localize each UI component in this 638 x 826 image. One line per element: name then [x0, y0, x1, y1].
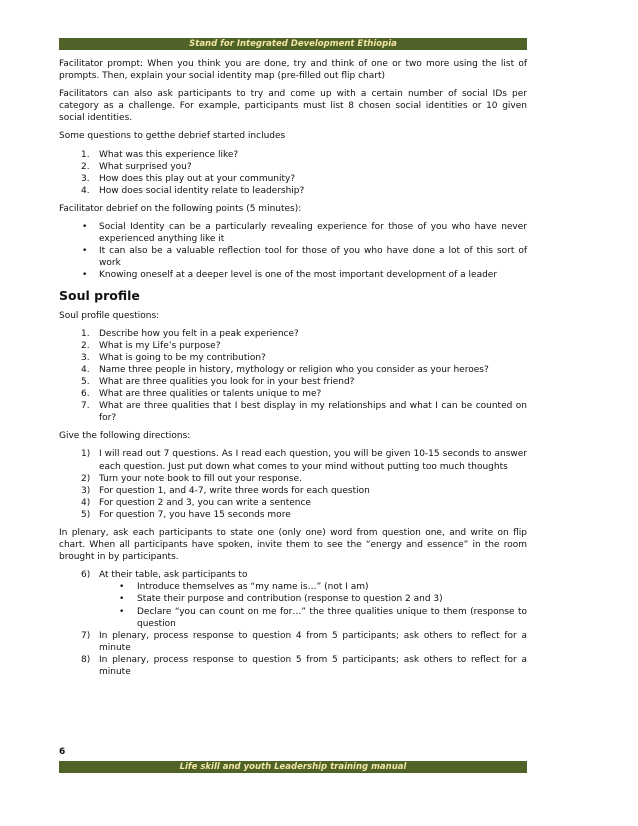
debrief-questions-list	[59, 149, 527, 197]
list-item: 4) For question 2 and 3, you can write a sentence	[81, 497, 311, 508]
list-item: 6) At their table, ask participants to	[81, 570, 248, 581]
list-item: 1. Describe how you felt in a peak experience?	[81, 328, 299, 339]
list-item: • State their purpose and contribution (response to question 2 and 3)	[119, 594, 443, 605]
paragraph: Facilitator prompt: When you think you are done, try and think of one or two more using the list of prompts. Then, explain your social identity map (pre-filled out flip chart)	[59, 59, 527, 82]
header-band	[59, 38, 527, 50]
directions-list	[59, 448, 527, 521]
list-item: • Declare “you can count on me for…” the three qualities unique to them (response to question	[119, 606, 527, 629]
paragraph: Facilitator debrief on the following points (5 minutes):	[59, 203, 302, 214]
list-item: 2. What surprised you?	[81, 161, 192, 172]
list-item: • Knowing oneself at a deeper level is one of the most important development of a leader	[82, 270, 498, 281]
list-item: • It can also be a valuable reflection tool for those of you who have done a lot of this sort of work	[82, 246, 527, 269]
list-item: 1. What was this experience like?	[81, 149, 239, 160]
list-item: 5. What are three qualities you look for in your best friend?	[81, 376, 355, 387]
list-item: 3. What is going to be my contribution?	[81, 352, 266, 363]
paragraph: Soul profile questions:	[59, 310, 160, 321]
list-item: 4. How does social identity relate to leadership?	[81, 185, 305, 196]
section-heading: Soul profile	[59, 287, 140, 303]
paragraph: In plenary, ask each participants to state one (only one) word from question one, and write on flip chart. When all participants have spoken, invite them to see the “energy and essence” in the room brought in by participants.	[59, 528, 527, 563]
page-content	[59, 58, 527, 684]
paragraph: Give the following directions:	[59, 431, 191, 442]
list-item: 4. Name three people in history, mythology or religion who you consider as your heroes?	[81, 364, 489, 375]
list-item: 2. What is my Life’s purpose?	[81, 340, 221, 351]
footer-band	[59, 761, 527, 773]
soul-questions-list	[59, 328, 527, 425]
list-item: 7) In plenary, process response to question 4 from 5 participants; ask others to reflect for a minute	[81, 630, 527, 653]
list-item: 8) In plenary, process response to question 5 from 5 participants; ask others to reflect for a minute	[81, 654, 527, 678]
debrief-points-list	[59, 221, 527, 281]
paragraph: Some questions to getthe debrief started includes	[59, 131, 286, 142]
list-item: 3) For question 1, and 4-7, write three words for each question	[81, 485, 370, 496]
list-item: • Introduce themselves as “my name is…” (not I am)	[119, 582, 369, 593]
paragraph: Facilitators can also ask participants to try and come up with a certain number of social IDs per category as a challenge. For example, participants must list 8 chosen social identities or 10 given social identities.	[59, 89, 527, 124]
footer-title: Life skill and youth Leadership training manual	[179, 762, 407, 772]
list-item: 6. What are three qualities or talents unique to me?	[81, 389, 322, 400]
list-item: 1) I will read out 7 questions. As I read each question, you will be given 10-15 seconds to answer each question. Just put down what comes to your mind without putting too much thoughts	[81, 449, 527, 472]
list-item: 3. How does this play out at your community?	[81, 173, 296, 184]
list-item: • Social Identity can be a particularly revealing experience for those of you who have never experienced anything like it	[82, 222, 527, 245]
final-steps-list	[59, 630, 527, 678]
page-number: 6	[59, 747, 66, 757]
list-item: 2) Turn your note book to fill out your response.	[81, 473, 302, 484]
header-title: Stand for Integrated Development Ethiopia	[189, 39, 397, 49]
step-6-sub-list	[59, 581, 527, 629]
list-item: 5) For question 7, you have 15 seconds more	[81, 509, 291, 520]
list-item: 7. What are three qualities that I best display in my relationships and what I can be counted on for?	[81, 401, 527, 424]
step-6-list	[59, 569, 527, 581]
